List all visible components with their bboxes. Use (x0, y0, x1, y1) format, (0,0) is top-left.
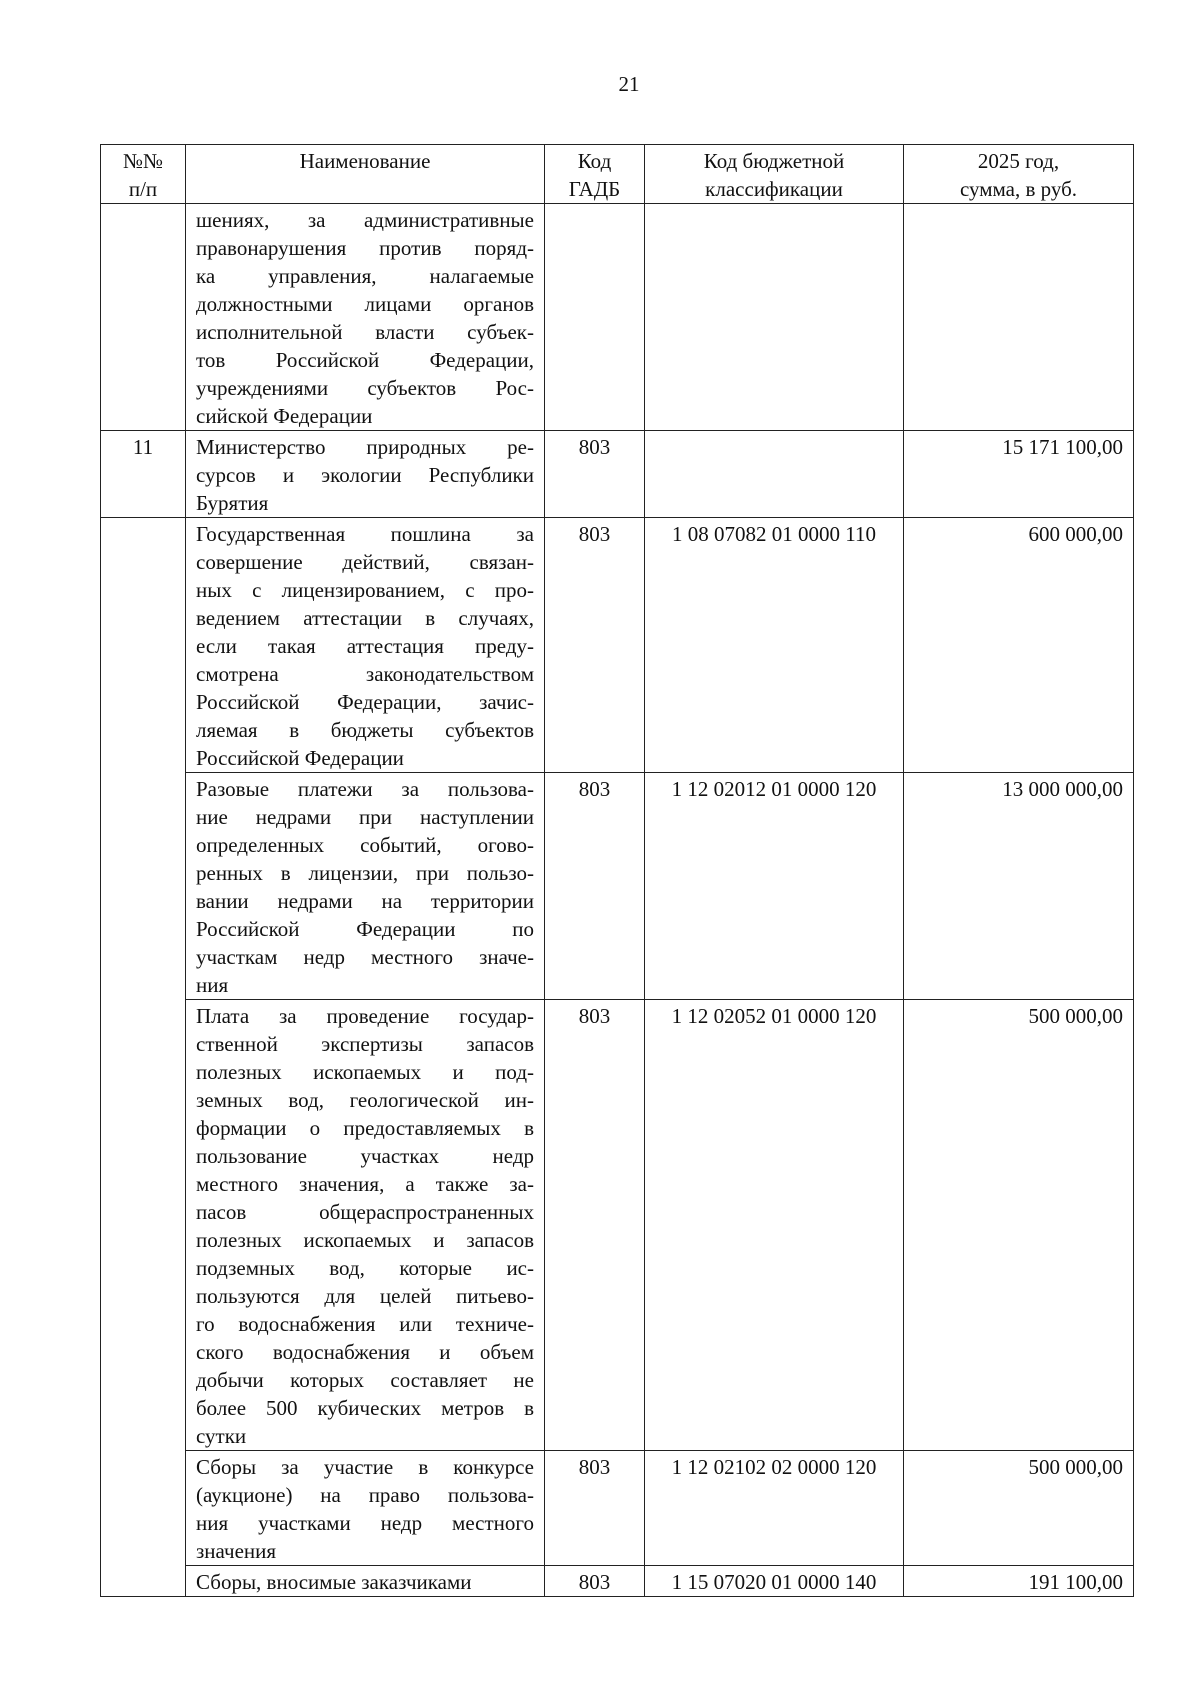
row-name-line: определенных событий, огово- (196, 833, 534, 857)
row-name-line: смотрена законодательством (196, 662, 534, 686)
table-row (101, 431, 1134, 518)
header-num-line: №№ (122, 149, 164, 173)
row-number-cell (101, 204, 186, 431)
row-name-line: формации о предоставляемых в (196, 1116, 534, 1140)
row-name-line: земных вод, геологической ин- (196, 1088, 534, 1112)
row-kbk-cell: 1 15 07020 01 0000 140 (645, 1566, 904, 1597)
row-kbk-cell: 1 12 02102 02 0000 120 (645, 1451, 904, 1566)
row-number-cell (101, 518, 186, 1597)
row-name-line: Российской Федерации (196, 746, 404, 770)
row-name-line: сутки (196, 1424, 247, 1448)
row-name-line: ния участками недр местного (196, 1511, 534, 1535)
row-name-line: ственной экспертизы запасов (196, 1032, 534, 1056)
row-name-line: Российской Федерации по (196, 917, 534, 941)
row-sum-cell: 500 000,00 (904, 1451, 1134, 1566)
row-name-line: учреждениями субъектов Рос- (196, 376, 534, 400)
row-name-line: го водоснабжения или техниче- (196, 1312, 534, 1336)
header-gadb-line: ГАДБ (568, 177, 621, 201)
header-sum-line: 2025 год, (977, 149, 1060, 173)
row-name-line: ляемая в бюджеты субъектов (196, 718, 534, 742)
row-number-cell: 11 (101, 431, 186, 518)
row-name-line: ка управления, налагаемые (196, 264, 534, 288)
row-sum-cell (904, 204, 1134, 431)
row-name-line: ренных в лицензии, при пользо- (196, 861, 534, 885)
table-body (101, 204, 1134, 1597)
row-name-line: сурсов и экологии Республики (196, 463, 534, 487)
row-name-line: ние недрами при наступлении (196, 805, 534, 829)
row-name-cell (186, 431, 545, 518)
row-name-line: Сборы за участие в конкурсе (196, 1455, 534, 1479)
header-row (101, 145, 1134, 204)
row-kbk-cell: 1 12 02012 01 0000 120 (645, 773, 904, 1000)
row-name-cell (186, 518, 545, 773)
row-name-line: правонарушения против поряд- (196, 236, 534, 260)
row-name-line: исполнительной власти субъек- (196, 320, 534, 344)
row-name-line: сийской Федерации (196, 404, 373, 428)
row-sum-cell: 13 000 000,00 (904, 773, 1134, 1000)
row-gadb-cell (545, 204, 645, 431)
row-name-line: участкам недр местного значе- (196, 945, 534, 969)
table-row (101, 1566, 1134, 1597)
header-sum (904, 145, 1134, 204)
row-kbk-cell (645, 204, 904, 431)
row-name-line: значения (196, 1539, 277, 1563)
row-name-cell (186, 773, 545, 1000)
row-name-cell (186, 1566, 545, 1597)
row-sum-cell: 191 100,00 (904, 1566, 1134, 1597)
row-name-line: Плата за проведение государ- (196, 1004, 534, 1028)
row-name-line: пользование участках недр (196, 1144, 534, 1168)
row-name-cell (186, 1000, 545, 1451)
row-name-line: пользуются для целей питьево- (196, 1284, 534, 1308)
row-name-line: вании недрами на территории (196, 889, 534, 913)
row-name-line: тов Российской Федерации, (196, 348, 534, 372)
row-name-line: полезных ископаемых и под- (196, 1060, 534, 1084)
row-name-line: местного значения, а также за- (196, 1172, 534, 1196)
row-name-line: ния (196, 973, 229, 997)
row-sum-cell: 600 000,00 (904, 518, 1134, 773)
row-name-line: подземных вод, которые ис- (196, 1256, 534, 1280)
row-name-cell (186, 1451, 545, 1566)
row-name-line: (аукционе) на право пользова- (196, 1483, 534, 1507)
row-name-line: шениях, за административные (196, 208, 534, 232)
row-name-line: если такая аттестация преду- (196, 634, 534, 658)
row-name-cell (186, 204, 545, 431)
row-sum-cell: 15 171 100,00 (904, 431, 1134, 518)
row-name-line: Государственная пошлина за (196, 522, 534, 546)
table-row (101, 1000, 1134, 1451)
row-gadb-cell: 803 (545, 1451, 645, 1566)
row-name-line: Сборы, вносимые заказчиками (196, 1570, 472, 1594)
row-gadb-cell: 803 (545, 431, 645, 518)
row-name-line: Российской Федерации, зачис- (196, 690, 534, 714)
header-sum-line: сумма, в руб. (959, 177, 1078, 201)
row-gadb-cell: 803 (545, 773, 645, 1000)
row-name-line: полезных ископаемых и запасов (196, 1228, 534, 1252)
row-gadb-cell: 803 (545, 1566, 645, 1597)
header-gadb (545, 145, 645, 204)
row-gadb-cell: 803 (545, 518, 645, 773)
row-name-line: Бурятия (196, 491, 269, 515)
row-kbk-cell: 1 12 02052 01 0000 120 (645, 1000, 904, 1451)
row-name-line: ных с лицензированием, с про- (196, 578, 534, 602)
row-name-line: совершение действий, связан- (196, 550, 534, 574)
row-gadb-cell: 803 (545, 1000, 645, 1451)
header-kbk-line: Код бюджетной (703, 149, 845, 173)
row-name-line: Министерство природных ре- (196, 435, 534, 459)
row-sum-cell: 500 000,00 (904, 1000, 1134, 1451)
row-name-line: ского водоснабжения и объем (196, 1340, 534, 1364)
row-kbk-cell (645, 431, 904, 518)
header-num-line: п/п (128, 177, 158, 201)
header-kbk-line: классификации (705, 177, 843, 201)
header-kbk (645, 145, 904, 204)
row-name-line: должностными лицами органов (196, 292, 534, 316)
row-name-line: пасов общераспространенных (196, 1200, 534, 1224)
row-name-line: Разовые платежи за пользова- (196, 777, 534, 801)
page-number: 21 (618, 72, 640, 96)
table-row (101, 518, 1134, 773)
header-name-line: Наименование (299, 149, 431, 173)
row-name-line: ведением аттестации в случаях, (196, 606, 534, 630)
table-row (101, 204, 1134, 431)
header-name (186, 145, 545, 204)
row-name-line: более 500 кубических метров в (196, 1396, 534, 1420)
table-row (101, 1451, 1134, 1566)
row-name-line: добычи которых составляет не (196, 1368, 534, 1392)
table-row (101, 773, 1134, 1000)
header-gadb-line: Код (577, 149, 612, 173)
row-kbk-cell: 1 08 07082 01 0000 110 (645, 518, 904, 773)
budget-table (100, 144, 1134, 1597)
header-num (101, 145, 186, 204)
